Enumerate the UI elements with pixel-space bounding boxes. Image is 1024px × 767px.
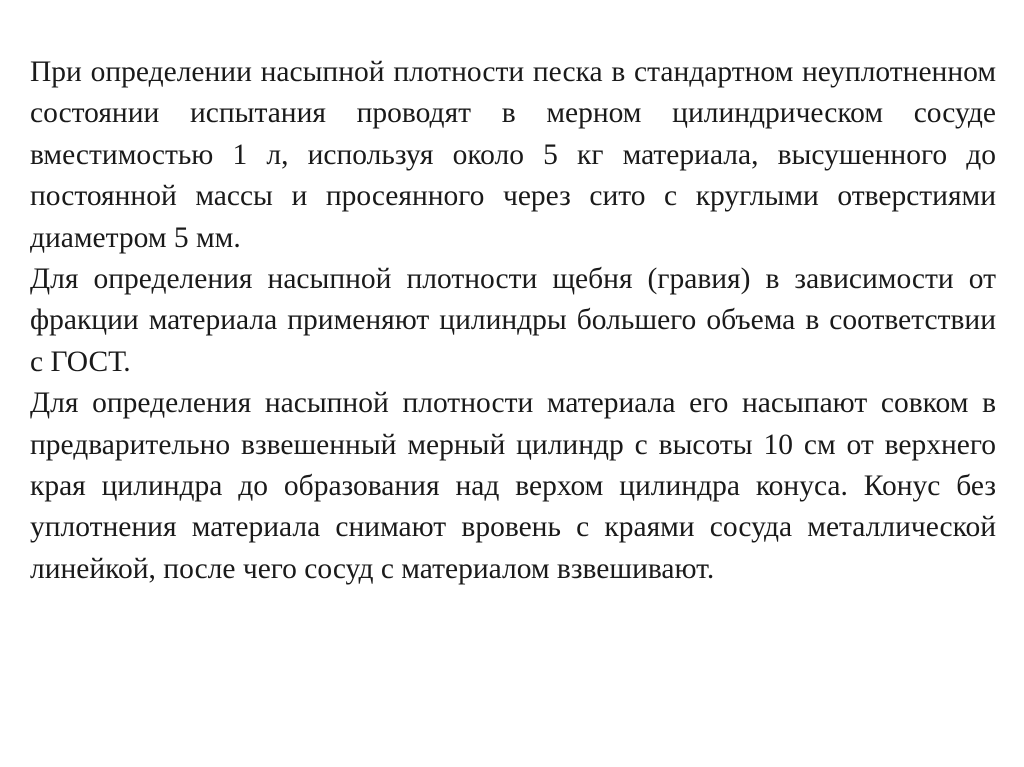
paragraph-gravel-density: Для определения насыпной плотности щебня (гравия) в зависимости от фракции материала применяют цилиндры большего объема в соответствии с ГОСТ. (30, 263, 996, 378)
document-body (30, 52, 996, 590)
paragraph-sand-density: При определении насыпной плотности песка в стандартном неуплотненном состоянии испытания проводят в мерном цилиндрическом сосуде вместимостью 1 л, используя около 5 кг материала, высушенного до постоянной массы и просеянного через сито с круглыми отверстиями диаметром 5 мм. (30, 56, 996, 254)
paragraph-measurement-procedure: Для определения насыпной плотности материала его насыпают совком в предварительно взвешенный мерный цилиндр с высоты 10 см от верхнего края цилиндра до образования над верхом цилиндра конуса. Конус без уплотнения материала снимают вровень с краями сосуда металлической линейкой, после чего сосуд с материалом взвешивают. (30, 387, 996, 585)
